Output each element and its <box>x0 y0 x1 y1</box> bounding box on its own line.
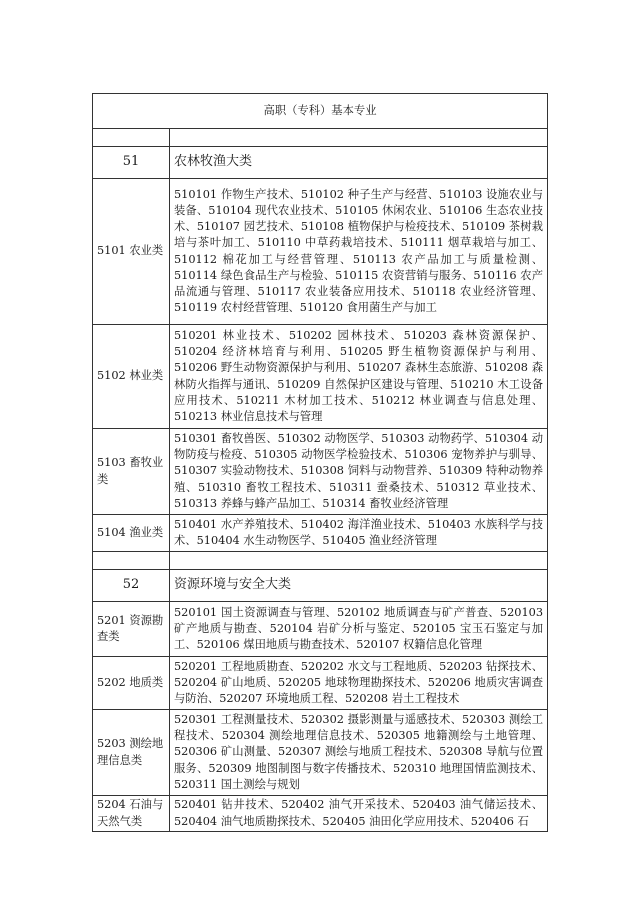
category-cell: 5203 测绘地理信息类 <box>93 710 170 796</box>
category-cell: 5104 渔业类 <box>93 515 170 552</box>
table-row <box>93 602 548 657</box>
majors-cell: 510201 林业技术、510202 园林技术、510203 森林资源保护、510204 经济林培育与利用、510205 野生植物资源保护与利用、510206 野生动物资源保护与利用、510207 森林生态旅游、510208 森林防火指挥与通讯、510209 自然保护区建设与管理、510210 木工设备应用技术、510211 木材加工技术、510212 林业调查与信息处理、510213 林业信息技术与管理 <box>170 325 548 429</box>
blank-row <box>93 129 548 147</box>
major-code: 51 <box>93 147 170 179</box>
majors-cell: 510401 水产养殖技术、510402 海洋渔业技术、510403 水族科学与技术、510404 水生动物医学、510405 渔业经济管理 <box>170 515 548 552</box>
major-code: 52 <box>93 570 170 602</box>
table-row <box>93 179 548 325</box>
majors-cell: 520401 钻井技术、520402 油气开采技术、520403 油气储运技术、520404 油气地质勘探技术、520405 油田化学应用技术、520406 石 <box>170 796 548 832</box>
majors-cell: 520201 工程地质勘查、520202 水文与工程地质、520203 钻探技术、520204 矿山地质、520205 地球物理勘探技术、520206 地质灾害调查与防治、520207 环境地质工程、520208 岩土工程技术 <box>170 657 548 710</box>
table-row <box>93 429 548 515</box>
table-row <box>93 325 548 429</box>
major-name: 农林牧渔大类 <box>170 147 548 179</box>
table-row <box>93 796 548 832</box>
majors-table <box>92 93 548 832</box>
table-title: 高职（专科）基本专业 <box>93 94 548 129</box>
category-cell: 5103 畜牧业类 <box>93 429 170 515</box>
category-cell: 5202 地质类 <box>93 657 170 710</box>
blank-row <box>93 552 548 570</box>
majors-cell: 510301 畜牧兽医、510302 动物医学、510303 动物药学、510304 动物防疫与检疫、510305 动物医学检验技术、510306 宠物养护与驯导、510307 实验动物技术、510308 饲料与动物营养、510309 特种动物养殖、510310 畜牧工程技术、510311 蚕桑技术、510312 草业技术、510313 养蜂与蜂产品加工、510314 畜牧业经济管理 <box>170 429 548 515</box>
majors-cell: 520301 工程测量技术、520302 摄影测量与遥感技术、520303 测绘工程技术、520304 测绘地理信息技术、520305 地籍测绘与土地管理、520306 矿山测量、520307 测绘与地质工程技术、520308 导航与位置服务、520309 地图制图与数字传播技术、520310 地理国情监测技术、520311 国土测绘与规划 <box>170 710 548 796</box>
major-category-row <box>93 147 548 179</box>
category-cell: 5101 农业类 <box>93 179 170 325</box>
category-cell: 5201 资源勘查类 <box>93 602 170 657</box>
category-cell: 5102 林业类 <box>93 325 170 429</box>
table-row <box>93 515 548 552</box>
major-category-row <box>93 570 548 602</box>
majors-cell: 520101 国土资源调查与管理、520102 地质调查与矿产普查、520103 矿产地质与勘查、520104 岩矿分析与鉴定、520105 宝玉石鉴定与加工、520106 煤田地质与勘查技术、520107 权籍信息化管理 <box>170 602 548 657</box>
major-name: 资源环境与安全大类 <box>170 570 548 602</box>
category-cell: 5204 石油与天然气类 <box>93 796 170 832</box>
title-row <box>93 94 548 129</box>
table-row <box>93 657 548 710</box>
table-row <box>93 710 548 796</box>
majors-cell: 510101 作物生产技术、510102 种子生产与经营、510103 设施农业与装备、510104 现代农业技术、510105 休闲农业、510106 生态农业技术、510107 园艺技术、510108 植物保护与检疫技术、510109 茶树栽培与茶叶加工、510110 中草药栽培技术、510111 烟草栽培与加工、510112 棉花加工与经营管理、510113 农产品加工与质量检测、510114 绿色食品生产与检验、510115 农资营销与服务、510116 农产品流通与管理、510117 农业装备应用技术、510118 农业经济管理、510119 农村经营管理、510120 食用菌生产与加工 <box>170 179 548 325</box>
